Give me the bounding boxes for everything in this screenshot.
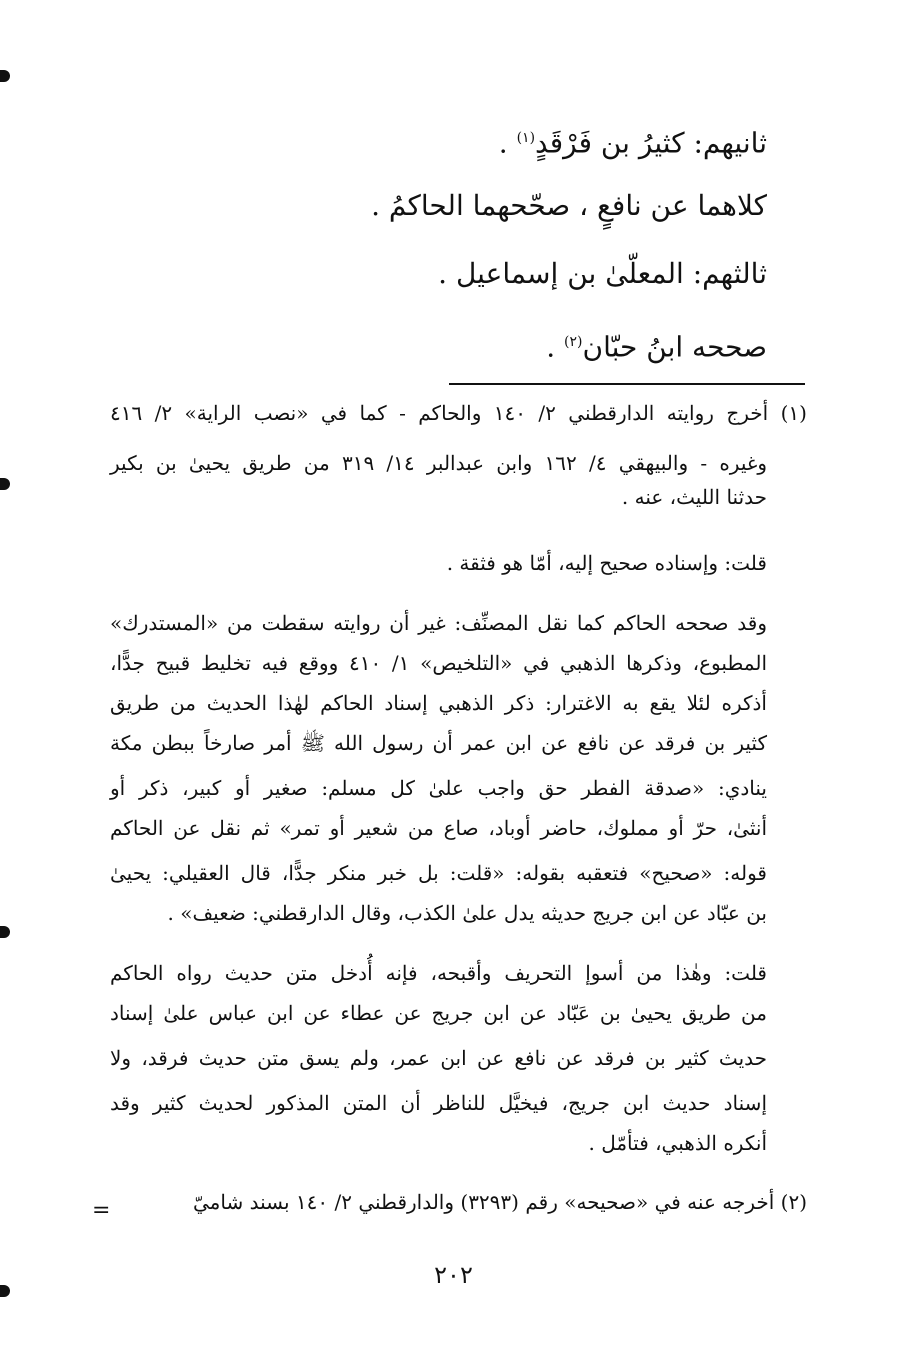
footnote-1-p4-line-3: حديث كثير بن فرقد عن نافع عن ابن عمر، ولم يسق متن حديث فرقد، ولا <box>110 1046 767 1070</box>
main-text-line-1-text: ثانيهم: كثيرُ بن فَرْقَدٍ <box>535 126 767 160</box>
main-text-line-1-end: . <box>498 126 517 160</box>
footnote-1-p4-line-2: من طريق يحيىٰ بن عَبّاد عن ابن جريج عن عطاء عن ابن عباس علىٰ إسناد <box>110 1001 767 1025</box>
footnote-1-p3-line-6: أنثىٰ، حرّ أو مملوك، حاضر أوباد، صاع من شعير أو تمر» ثم نقل عن الحاكم <box>110 816 767 840</box>
main-text-line-1 <box>499 118 767 163</box>
page-number: ٢٠٢ <box>434 1261 473 1289</box>
footnote-1-p3-line-7: قوله: «صحيح» فتعقبه بقوله: «قلت: بل خبر منكر جدًّا، قال العقيلي: يحيىٰ <box>110 861 767 885</box>
footnote-1-p4-line-5: أنكره الذهبي، فتأمّل . <box>588 1131 767 1155</box>
footnote-1-line-3: حدثنا الليث، عنه . <box>621 485 767 509</box>
footnote-1-p3-line-5: ينادي: «صدقة الفطر حق واجب علىٰ كل مسلم: صغير أو كبير، ذكر أو <box>110 776 767 800</box>
footnote-separator <box>449 383 805 385</box>
footnote-1-p4-line-4: إسناد حديث ابن جريج، فيخيَّل للناظر أن المتن المذكور لحديث كثير وقد <box>110 1091 767 1115</box>
footnote-1-line-1: (١) أخرج روايته الدارقطني ٢/ ١٤٠ والحاكم - كما في «نصب الراية» ٢/ ٤١٦ <box>110 401 807 425</box>
footnote-2-line-1: (٢) أخرجه عنه في «صحيحه» رقم (٣٢٩٣) والدارقطني ٢/ ١٤٠ بسند شاميّ <box>192 1190 807 1214</box>
footnote-1-p3-line-3: أذكره لئلا يقع به الاغترار: ذكر الذهبي إسناد الحاكم لهٰذا الحديث من طريق <box>110 691 767 715</box>
footnote-1-p3-line-1: وقد صححه الحاكم كما نقل المصنِّف: غير أن روايته سقطت من «المستدرك» <box>110 611 767 635</box>
footnote-1-p3-line-8: بن عبّاد عن ابن جريج حديثه يدل علىٰ الكذب، وقال الدارقطني: ضعيف» . <box>167 901 767 925</box>
footnote-1-line-2: وغيره - والبيهقي ٤/ ١٦٢ وابن عبدالبر ١٤/ ٣١٩ من طريق يحيىٰ بن بكير <box>110 451 767 475</box>
footnote-ref-1: (١) <box>516 130 536 146</box>
footnote-1-p4-line-1: قلت: وهٰذا من أسوإ التحريف وأقبحه، فإنه أُدخل متن حديث رواه الحاكم <box>110 961 767 985</box>
footnote-1-p3-line-4: كثير بن فرقد عن نافع عن ابن عمر أن رسول الله ﷺ أمر صارخاً ببطن مكة <box>110 731 767 755</box>
main-text-line-3: ثالثهم: المعلّىٰ بن إسماعيل . <box>438 257 767 290</box>
main-text-line-4 <box>546 322 767 367</box>
footnote-ref-2: (٢) <box>564 334 583 350</box>
footnote-1-paragraph-2: قلت: وإسناده صحيح إليه، أمّا هو فثقة . <box>446 551 767 575</box>
scan-edge-mark <box>0 70 10 82</box>
continuation-mark: = <box>92 1198 111 1223</box>
main-text-line-4-text: صححه ابنُ حبّان <box>582 330 767 364</box>
scan-edge-mark <box>0 478 10 490</box>
main-text-line-2: كلاهما عن نافعٍ ، صحّحهما الحاكمُ . <box>371 189 767 222</box>
scan-edge-mark <box>0 926 10 938</box>
main-text-line-4-end: . <box>546 330 565 364</box>
footnote-1-p3-line-2: المطبوع، وذكرها الذهبي في «التلخيص» ١/ ٤١٠ ووقع فيه تخليط قبيح جدًّا، <box>110 651 767 675</box>
